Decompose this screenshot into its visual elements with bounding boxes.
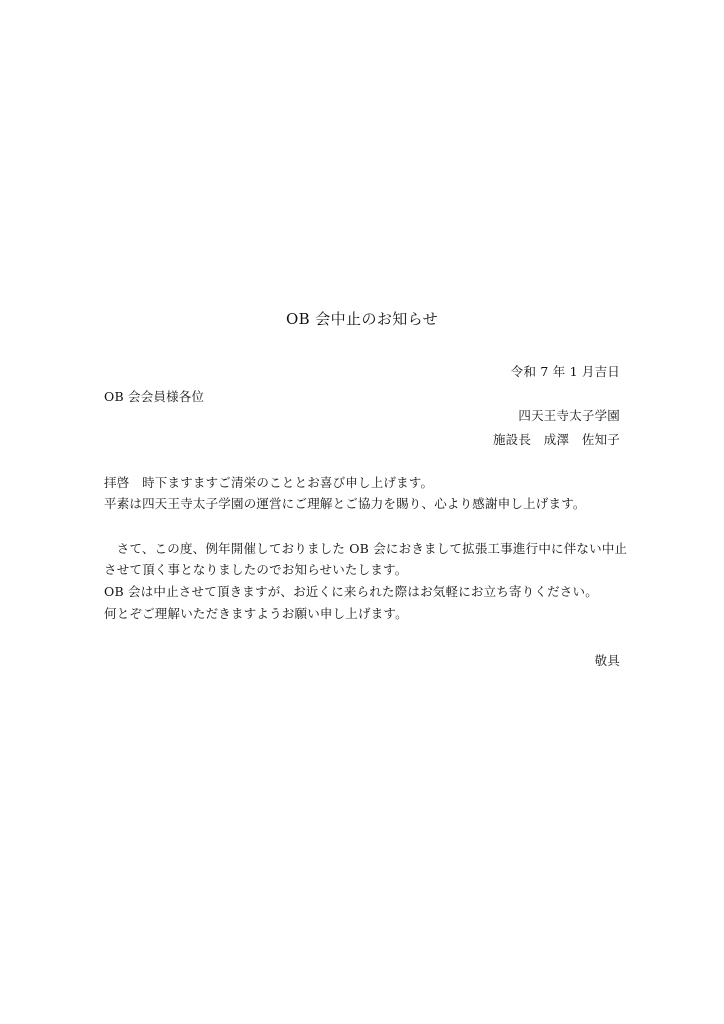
- body-line: OB 会は中止させて頂きますが、お近くに来られた際はお気軽にお立ち寄りください。: [104, 584, 598, 599]
- notice-title: OB 会中止のお知らせ: [285, 310, 439, 328]
- closing-word: 敬具: [594, 653, 620, 668]
- body-line: さて、この度、例年開催しておりました OB 会におきまして拡張工事進行中に伴ない中止: [104, 541, 628, 556]
- notice-date: 令和 7 年 1 月吉日: [510, 364, 620, 379]
- greeting-line: 拝啓 時下ますますご清栄のこととお喜び申し上げます。: [104, 475, 434, 490]
- sender-organization: 四天王寺太子学園: [518, 408, 620, 423]
- body-line: させて頂く事となりましたのでお知らせいたします。: [104, 562, 408, 577]
- sender-name: 施設長 成澤 佐知子: [492, 432, 620, 447]
- greeting-line: 平素は四天王寺太子学園の運営にご理解とご協力を賜り、心より感謝申し上げます。: [104, 496, 586, 511]
- recipient-line: OB 会会員様各位: [104, 389, 205, 404]
- body-line: 何とぞご理解いただきますようお願い申し上げます。: [104, 606, 408, 621]
